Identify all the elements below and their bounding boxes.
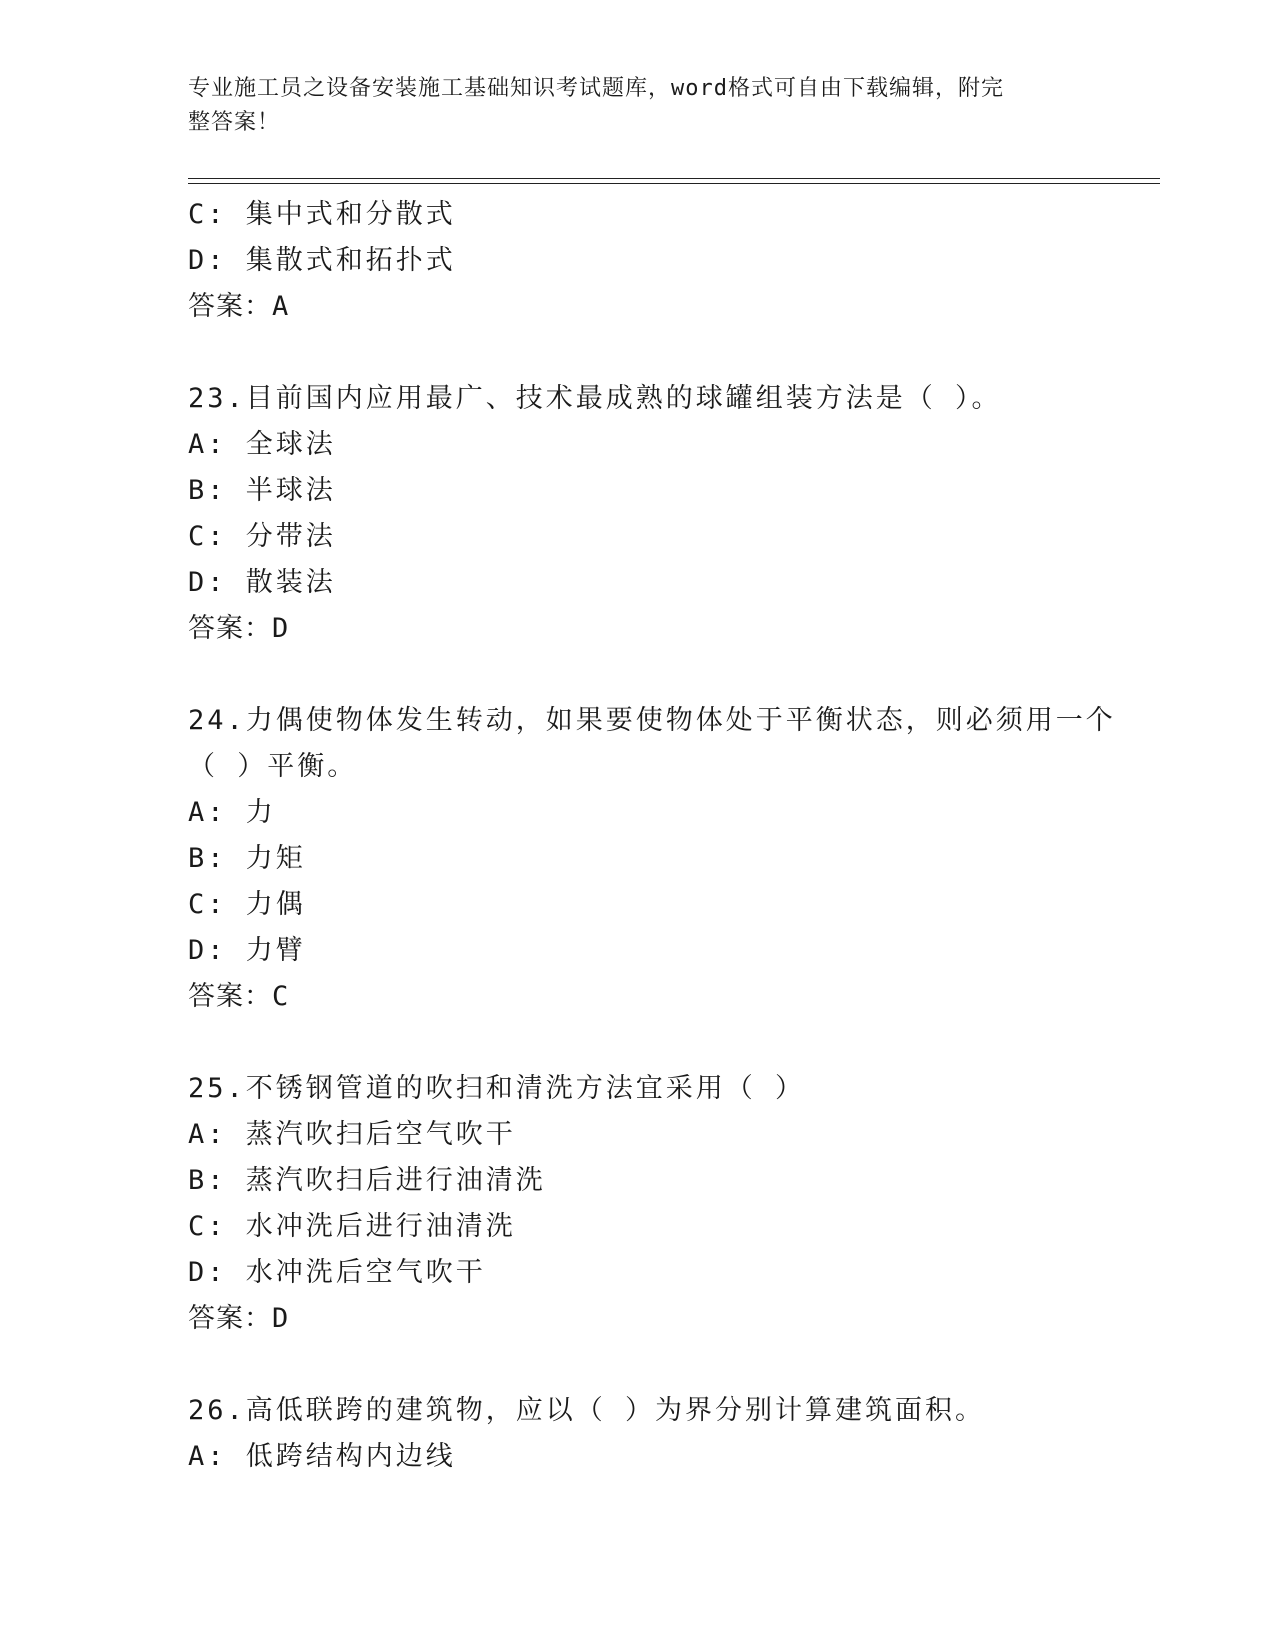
answer: 答案：A (188, 291, 290, 322)
document-header (188, 72, 1088, 140)
option-a: A: 力 (188, 797, 276, 828)
answer: 答案：D (188, 613, 290, 644)
question-stem-line-1: 24.力偶使物体发生转动，如果要使物体处于平衡状态，则必须用一个 (188, 705, 1116, 736)
question-25 (188, 1066, 1188, 1342)
spacer (188, 652, 1188, 698)
spacer (188, 1020, 1188, 1066)
option-d: D: 力臂 (188, 935, 306, 966)
option-a: A: 低跨结构内边线 (188, 1441, 456, 1472)
header-divider-bottom (188, 183, 1160, 184)
option-a: A: 蒸汽吹扫后空气吹干 (188, 1119, 516, 1150)
question-24 (188, 698, 1188, 1020)
option-d: D: 水冲洗后空气吹干 (188, 1257, 486, 1288)
question-stem: 23.目前国内应用最广、技术最成熟的球罐组装方法是（ ）。 (188, 383, 1002, 414)
option-b: B: 蒸汽吹扫后进行油清洗 (188, 1165, 546, 1196)
option-c: C: 力偶 (188, 889, 306, 920)
question-22-tail (188, 192, 1188, 330)
question-stem: 26.高低联跨的建筑物，应以（ ）为界分别计算建筑面积。 (188, 1395, 986, 1426)
answer: 答案：D (188, 1303, 290, 1334)
option-c: C: 分带法 (188, 521, 336, 552)
question-stem-line-2: （ ）平衡。 (188, 751, 358, 782)
option-a: A: 全球法 (188, 429, 336, 460)
question-stem: 25.不锈钢管道的吹扫和清洗方法宜采用（ ） (188, 1073, 806, 1104)
answer: 答案：C (188, 981, 290, 1012)
option-d: D: 散装法 (188, 567, 336, 598)
question-list (188, 192, 1188, 1480)
spacer (188, 330, 1188, 376)
spacer (188, 1342, 1188, 1388)
option-b: B: 半球法 (188, 475, 336, 506)
option-c: C: 水冲洗后进行油清洗 (188, 1211, 516, 1242)
option-b: B: 力矩 (188, 843, 306, 874)
header-line-1: 专业施工员之设备安装施工基础知识考试题库，word格式可自由下载编辑，附完 (188, 76, 1004, 101)
header-line-2: 整答案！ (188, 110, 281, 135)
option-d: D: 集散式和拓扑式 (188, 245, 456, 276)
question-26 (188, 1388, 1188, 1480)
question-23 (188, 376, 1188, 652)
option-c: C: 集中式和分散式 (188, 199, 456, 230)
header-divider-top (188, 178, 1160, 179)
